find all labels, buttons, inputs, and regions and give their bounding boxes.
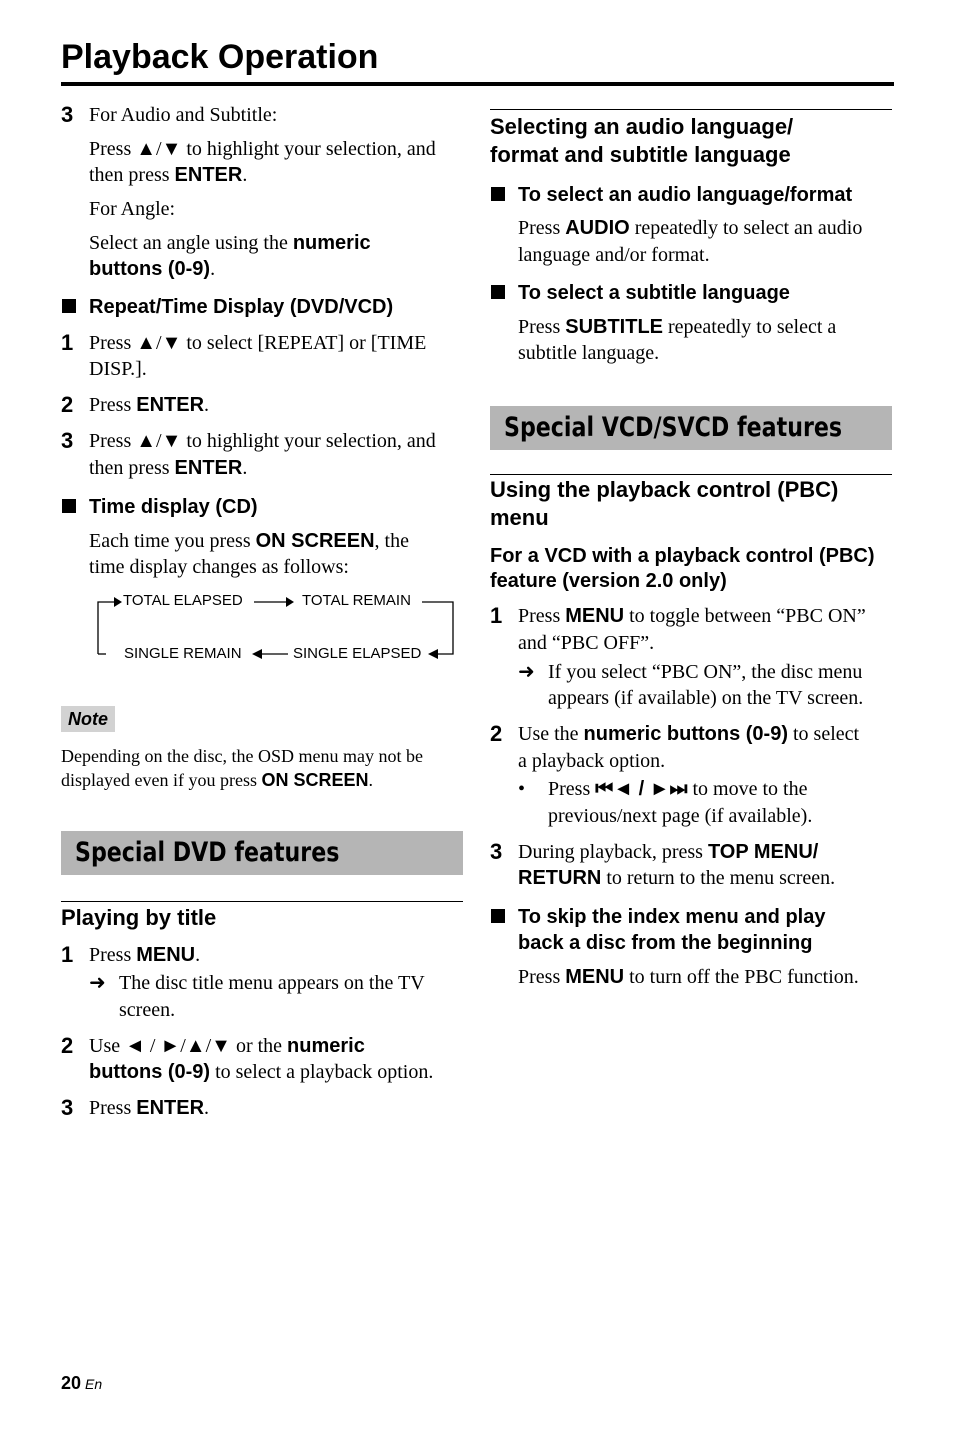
text-line: For Audio and Subtitle: [89, 104, 278, 126]
step-number: 1 [61, 330, 74, 355]
text-line: language and/or format. [518, 244, 710, 266]
square-bullet-icon [491, 187, 505, 201]
step-number: 1 [490, 603, 503, 628]
subheading-time: Time display (CD) [89, 496, 258, 518]
note-text: displayed even if you press ON SCREEN. [61, 770, 373, 790]
arrow-icon: ➜ [518, 661, 535, 683]
subheading-audio: format and subtitle language [490, 142, 791, 167]
text-line: then press ENTER. [89, 457, 248, 479]
text-line: Press SUBTITLE repeatedly to select a [518, 316, 837, 338]
subheading-vcd: feature (version 2.0 only) [490, 570, 727, 592]
arrow-icon: ➜ [89, 972, 106, 994]
title-rule [61, 82, 894, 86]
step-number: 3 [490, 839, 503, 864]
text-line: buttons (0-9) to select a playback option. [89, 1061, 434, 1083]
text-line: DISP.]. [89, 358, 147, 380]
text-line: a playback option. [518, 750, 666, 772]
section-header-vcd: Special VCD/SVCD features [490, 406, 892, 450]
step-number: 1 [61, 942, 74, 967]
text-line: The disc title menu appears on the TV [119, 972, 425, 994]
page-number: 20 [61, 1373, 82, 1393]
divider [61, 901, 463, 902]
text-line: screen. [119, 999, 176, 1021]
square-bullet-icon [62, 299, 76, 313]
bullet-icon: • [518, 778, 526, 800]
page-title: Playback Operation [61, 38, 379, 76]
text-line: During playback, press TOP MENU/ [518, 841, 819, 863]
square-bullet-icon [491, 909, 505, 923]
text-line: Press AUDIO repeatedly to select an audio [518, 217, 863, 239]
text-line: If you select “PBC ON”, the disc menu [548, 661, 863, 683]
text-line: Press ▲/▼ to highlight your selection, and [89, 430, 436, 452]
subheading-skip: back a disc from the beginning [518, 932, 813, 954]
text-line: Press ⏮◄ / ►⏭ to move to the [548, 778, 808, 800]
text-line: RETURN to return to the menu screen. [518, 867, 836, 889]
text-line: Press MENU to toggle between “PBC ON” [518, 605, 866, 627]
diagram-label: TOTAL ELAPSED [123, 592, 243, 609]
subheading-repeat: Repeat/Time Display (DVD/VCD) [89, 296, 394, 318]
text-line: Press MENU to turn off the PBC function. [518, 966, 859, 988]
step-number: 2 [490, 721, 503, 746]
diagram-label: TOTAL REMAIN [302, 592, 411, 609]
text-line: appears (if available) on the TV screen. [548, 687, 864, 709]
step-number: 3 [61, 428, 74, 453]
text-line: previous/next page (if available). [548, 805, 813, 827]
subheading-audio: Selecting an audio language/ [490, 114, 794, 139]
text-line: time display changes as follows: [89, 556, 349, 578]
text-line: subtitle language. [518, 342, 660, 364]
subheading-pbc: menu [490, 505, 549, 530]
text-line: buttons (0-9). [89, 258, 216, 280]
text-line: Press ▲/▼ to highlight your selection, and [89, 138, 436, 160]
note-text: Depending on the disc, the OSD menu may not be [61, 746, 423, 766]
text-line: Press ENTER. [89, 1097, 210, 1119]
step-number: 2 [61, 392, 74, 417]
text-line: Press ▲/▼ to select [REPEAT] or [TIME [89, 332, 427, 354]
square-bullet-icon [491, 285, 505, 299]
text-line: Select an angle using the numeric [89, 232, 371, 254]
step-number: 3 [61, 1095, 74, 1120]
skip-icon: ⏮◄ / ►⏭ [595, 778, 688, 800]
subheading-vcd: For a VCD with a playback control (PBC) [490, 545, 875, 567]
time-display-diagram [96, 590, 466, 670]
text-line: For Angle: [89, 198, 176, 220]
note-label: Note [61, 706, 115, 732]
diagram-label: SINGLE ELAPSED [293, 645, 422, 662]
step-number: 2 [61, 1033, 74, 1058]
subheading-select-audio: To select an audio language/format [518, 184, 853, 206]
text-line: then press ENTER. [89, 164, 248, 186]
text-line: and “PBC OFF”. [518, 632, 655, 654]
square-bullet-icon [62, 499, 76, 513]
subheading-skip: To skip the index menu and play [518, 906, 826, 928]
text-line: Use the numeric buttons (0-9) to select [518, 723, 860, 745]
divider [490, 474, 892, 475]
subheading-pbc: Using the playback control (PBC) [490, 477, 839, 502]
section-header-dvd: Special DVD features [61, 831, 463, 875]
text-line: Use ◄ / ►/▲/▼ or the numeric [89, 1035, 365, 1057]
subheading-select-subtitle: To select a subtitle language [518, 282, 790, 304]
subheading-playing-by-title: Playing by title [61, 905, 217, 930]
divider [490, 109, 892, 110]
language-code: En [85, 1376, 103, 1392]
step-number: 3 [61, 102, 74, 127]
page-footer [61, 1370, 102, 1397]
diagram-label: SINGLE REMAIN [124, 645, 242, 662]
text-line: Press MENU. [89, 944, 201, 966]
text-line: Each time you press ON SCREEN, the [89, 530, 409, 552]
text-line: Press ENTER. [89, 394, 210, 416]
